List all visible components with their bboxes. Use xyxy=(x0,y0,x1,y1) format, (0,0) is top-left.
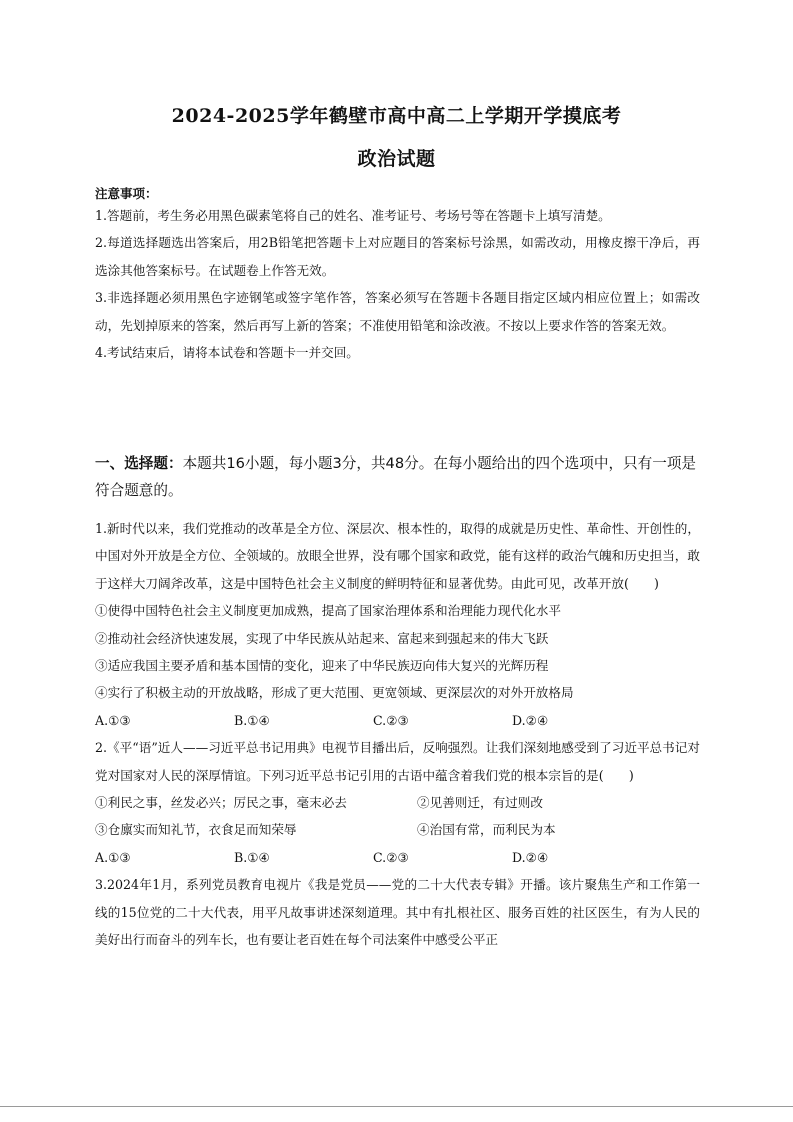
statement: ①使得中国特色社会主义制度更加成熟，提高了国家治理体系和治理能力现代化水平 xyxy=(95,603,561,619)
statement: ②见善则迁，有过则改 xyxy=(417,794,543,810)
option-a: A.①③ xyxy=(95,849,131,865)
question-area xyxy=(95,515,700,953)
option-d: D.②④ xyxy=(512,712,549,728)
notes-heading: 注意事项： xyxy=(95,186,158,201)
notes-list xyxy=(95,202,700,366)
question-stem: 1.新时代以来，我们党推动的改革是全方位、深层次、根本性的，取得的成就是历史性、革命性、开创性的，中国对外开放是全方位、全领域的。放眼全世界，没有哪个国家和政党，能有这样的政治气魄和历史担当，敢于这样大刀阔斧改革，这是中国特色社会主义制度的鲜明特征和显著优势。由此可见，改革开放( ) xyxy=(95,521,700,591)
option-c: C.②③ xyxy=(373,712,409,728)
note-item: 3.非选择题必须用黑色字迹钢笔或签字笔作答，答案必须写在答题卡各题目指定区域内相应位置上；如需改动，先划掉原来的答案，然后再写上新的答案；不准使用铅笔和涂改液。不按以上要求作答的答案无效。 xyxy=(95,290,700,333)
answer-options xyxy=(95,707,700,734)
option-c: C.②③ xyxy=(373,849,409,865)
section-instructions: 本题共16小题，每小题3分，共48分。在每小题给出的四个选项中，只有一项是符合题意的。 xyxy=(95,455,697,499)
note-item: 1.答题前，考生务必用黑色碳素笔将自己的姓名、准考证号、考场号等在答题卡上填写清楚。 xyxy=(95,208,611,223)
option-a: A.①③ xyxy=(95,712,131,728)
document-subtitle: 政治试题 xyxy=(357,148,436,170)
option-d: D.②④ xyxy=(512,849,549,865)
note-item: 4.考试结束后，请将本试卷和答题卡一并交回。 xyxy=(95,345,359,361)
question-1 xyxy=(95,515,700,734)
statement: ①利民之事，丝发必兴；厉民之事，毫末必去 xyxy=(95,794,347,810)
statement: ④实行了积极主动的开放战略，形成了更大范围、更宽领域、更深层次的对外开放格局 xyxy=(95,685,574,701)
statement-row xyxy=(95,789,700,816)
statement: ②推动社会经济快速发展，实现了中华民族从站起来、富起来到强起来的伟大飞跃 xyxy=(95,630,549,646)
document-title: 2024-2025学年鹤壁市高中高二上学期开学摸底考 xyxy=(171,105,622,127)
statement: ③仓廪实而知礼节，衣食足而知荣辱 xyxy=(95,822,297,838)
section-label: 一、选择题： xyxy=(95,455,183,472)
option-b: B.①④ xyxy=(234,712,270,728)
answer-options xyxy=(95,844,700,871)
question-3 xyxy=(95,871,700,953)
statement-row xyxy=(95,816,700,843)
question-stem: 2.《平“语”近人——习近平总书记用典》电视节目播出后，反响强烈。让我们深刻地感受到了习近平总书记对党对国家对人民的深厚情谊。下列习近平总书记引用的古语中蕴含着我们党的根本宗旨的是( ) xyxy=(95,740,700,783)
page-bottom-rule xyxy=(0,1106,793,1107)
option-b: B.①④ xyxy=(234,849,270,865)
statement: ③适应我国主要矛盾和基本国情的变化，迎来了中华民族迈向伟大复兴的光辉历程 xyxy=(95,658,549,673)
question-2 xyxy=(95,734,700,871)
question-stem: 3.2024年1月，系列党员教育电视片《我是党员——党的二十大代表专辑》开播。该片聚焦生产和工作第一线的15位党的二十大代表，用平凡故事讲述深刻道理。其中有扎根社区、服务百姓的社区医生，有为人民的美好出行而奋斗的列车长，也有要让老百姓在每个司法案件中感受公平正 xyxy=(95,877,700,947)
section-heading xyxy=(95,450,705,504)
note-item: 2.每道选择题选出答案后，用2B铅笔把答题卡上对应题目的答案标号涂黑，如需改动，用橡皮擦干净后，再选涂其他答案标号。在试题卷上作答无效。 xyxy=(95,235,700,278)
statement: ④治国有常，而利民为本 xyxy=(417,822,556,838)
